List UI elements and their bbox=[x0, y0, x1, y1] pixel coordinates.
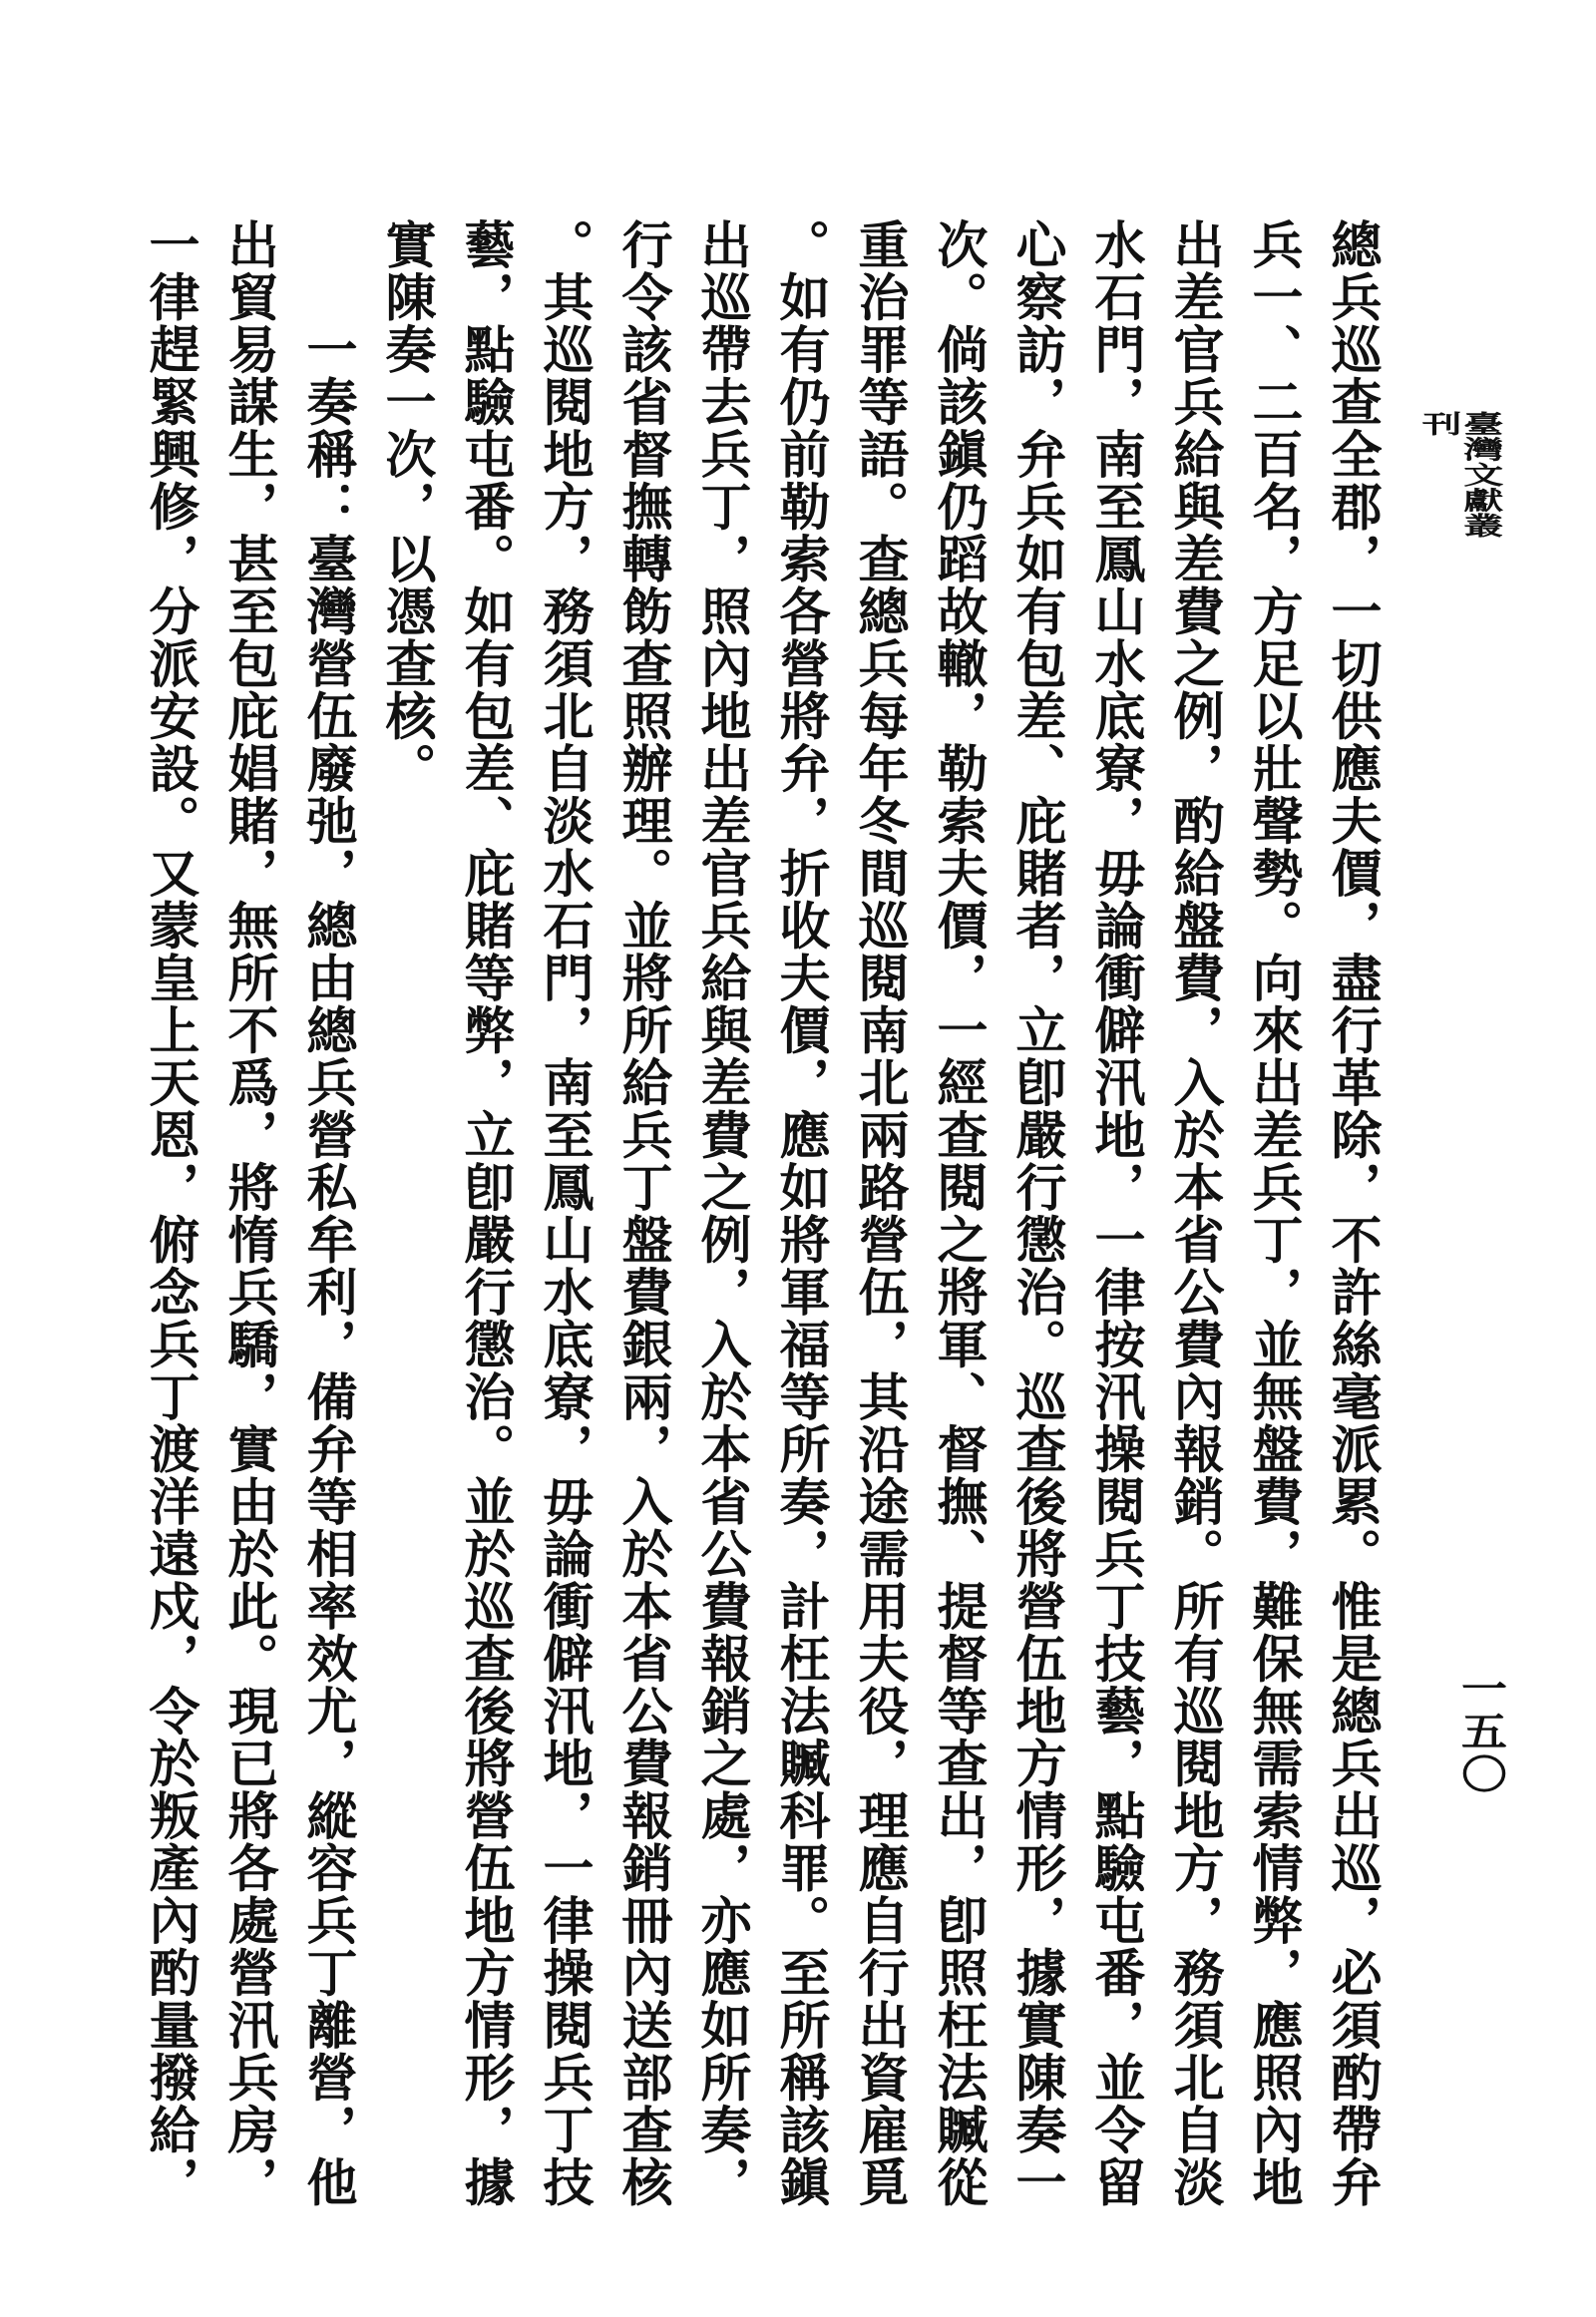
text-column-6: 次。倘該鎭仍蹈故轍，勒索夫價，一經查閱之將軍、督撫、提督等查出，卽照枉法贓從 bbox=[928, 218, 988, 2208]
text-column-5: 心察訪，弁兵如有包差、庇賭者，立卽嚴行懲治。巡查後將營伍地方情形，據實陳奏一 bbox=[1006, 218, 1066, 2208]
text-column-16: 一律趕緊興修，分派安設。又蒙皇上天恩，俯念兵丁渡洋遠戍，令於叛產內酌量撥給， bbox=[140, 218, 200, 2208]
text-column-13: 實陳奏一次，以憑查核。 bbox=[376, 218, 436, 795]
text-column-14: 一奏稱：臺灣營伍廢弛，總由總兵營私牟利，備弁等相率效尤，縱容兵丁離營，他 bbox=[297, 323, 357, 2208]
text-column-11: 。其巡閱地方，務須北自淡水石門，南至鳳山水底寮，毋論衝僻汛地，一律操閱兵丁技 bbox=[534, 218, 594, 2208]
text-column-15: 出貿易謀生，甚至包庇娼賭，無所不爲，將惰兵驕，實由於此。現已將各處營汛兵房， bbox=[218, 218, 278, 2208]
text-column-4: 水石門，南至鳳山水底寮，毋論衝僻汛地，一律按汛操閱兵丁技藝，點驗屯番，並令留 bbox=[1085, 218, 1145, 2208]
text-column-12: 藝，點驗屯番。如有包差、庇賭等弊，立卽嚴行懲治。並於巡查後將營伍地方情形，據 bbox=[455, 218, 515, 2208]
text-column-10: 行令該省督撫轉飭查照辦理。並將所給兵丁盤費銀兩，入於本省公費報銷冊內送部查核 bbox=[612, 218, 672, 2208]
text-column-9: 出巡帶去兵丁，照內地出差官兵給與差費之例，入於本省公費報銷之處，亦應如所奏， bbox=[691, 218, 751, 2208]
page-number: 一五〇 bbox=[1453, 1668, 1508, 1796]
text-column-8: 。如有仍前勒索各營將弁，折收夫價，應如將軍福等所奏，計枉法贓科罪。至所稱該鎭 bbox=[770, 218, 830, 2208]
text-column-3: 出差官兵給與差費之例，酌給盤費，入於本省公費內報銷。所有巡閱地方，務須北自淡 bbox=[1164, 218, 1224, 2208]
series-title: 臺灣文獻叢刊 bbox=[1416, 411, 1504, 539]
text-column-2: 兵一、二百名，方足以壯聲勢。向來出差兵丁，並無盤費，難保無需索情弊，應照內地 bbox=[1243, 218, 1303, 2208]
text-column-1: 總兵巡查全郡，一切供應夫價，盡行革除，不許絲毫派累。惟是總兵出巡，必須酌帶弁 bbox=[1322, 218, 1382, 2208]
text-column-7: 重治罪等語。查總兵每年冬間巡閱南北兩路營伍，其沿途需用夫役，理應自行出資雇覓 bbox=[849, 218, 909, 2208]
